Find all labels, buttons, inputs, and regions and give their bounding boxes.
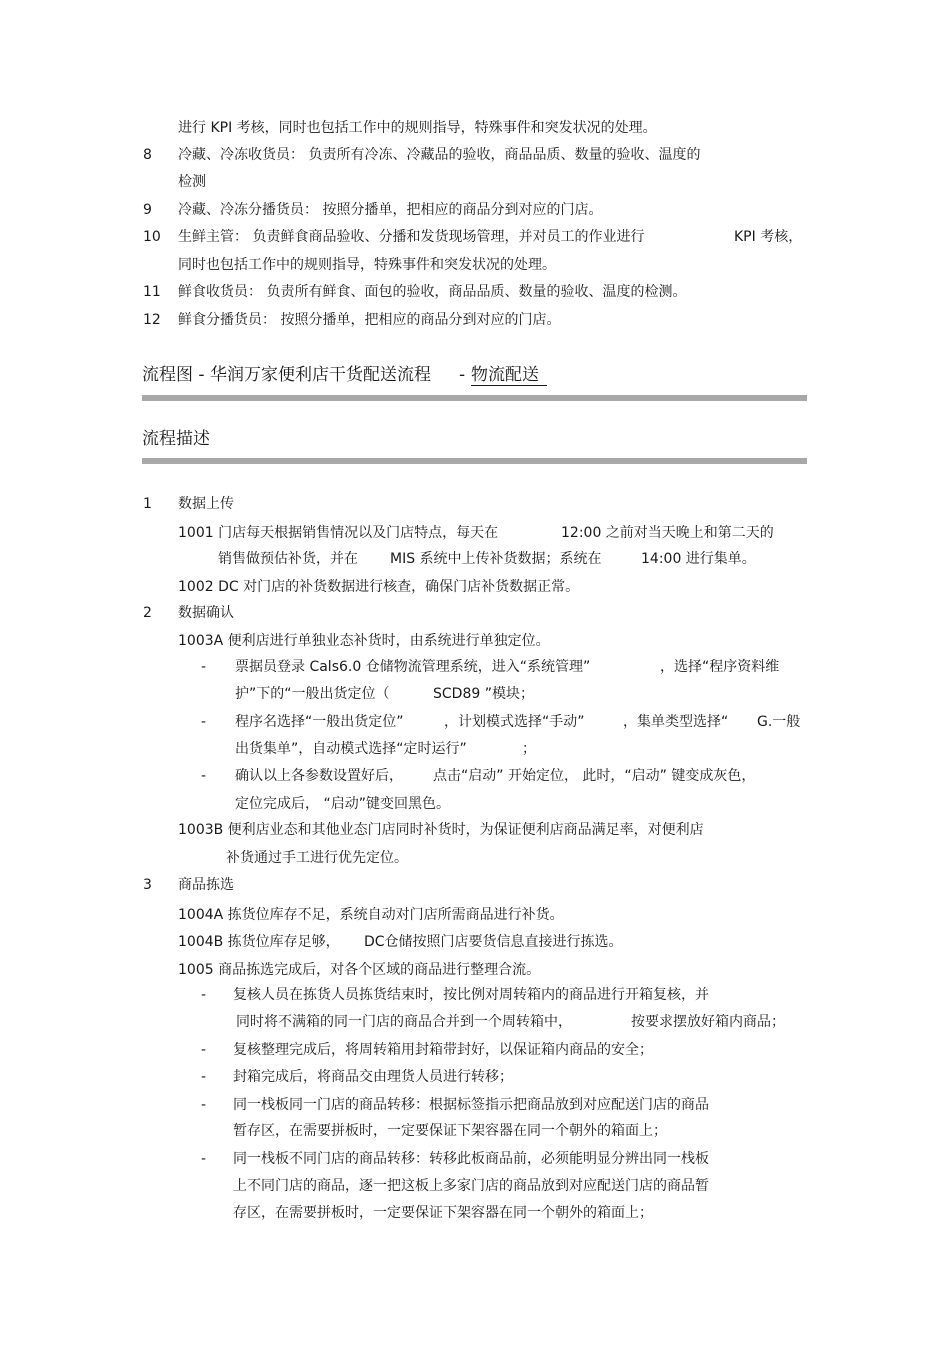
bullet-1003A-3-b: 点击“启动” 开始定位， 此时，“启动” 键变成灰色，: [433, 768, 756, 784]
step-1001: 1001 门店每天根据销售情况以及门店特点，每天在: [178, 525, 499, 541]
step-1001-cont-a: 销售做预估补货，并在: [218, 551, 358, 567]
step-1004A: 1004A 拣货位库存不足，系统自动对门店所需商品进行补货。: [178, 907, 564, 923]
bullet-1003A-2-c: ，集单类型选择“: [623, 714, 729, 730]
role-11-number: 11: [143, 284, 161, 300]
bullet-1003A-1-cont-b: SCD89 ”模块；: [433, 686, 534, 702]
logistics-link-underline: [471, 385, 547, 386]
section-1-title: 数据上传: [178, 496, 234, 512]
bullet-dash: -: [201, 987, 207, 1003]
section-1-number: 1: [143, 496, 152, 512]
step-1003A: 1003A 便利店进行单独业态补货时，由系统进行单独定位。: [178, 633, 550, 649]
step-1003B-cont: 补货通过手工进行优先定位。: [226, 850, 408, 866]
bullet-1005-1-cont-b: 按要求摆放好箱内商品；: [631, 1014, 785, 1030]
bullet-dash: -: [201, 1151, 207, 1167]
step-1001-time: 12:00 之前对当天晚上和第二天的: [561, 525, 774, 541]
role-10-text-cont: 同时也包括工作中的规则指导，特殊事件和突发状况的处理。: [178, 257, 556, 273]
role-11-text: 鲜食收货员： 负责所有鲜食、面包的验收，商品品质、数量的验收、温度的检测。: [178, 284, 687, 300]
section-2-number: 2: [143, 605, 152, 621]
bullet-1003A-3-cont: 定位完成后， “启动”键变回黑色。: [235, 796, 450, 812]
role-10-text-kpi: KPI 考核，: [734, 229, 803, 245]
bullet-1003A-1-cont: 护”下的“一般出货定位（: [235, 686, 390, 702]
bullet-1003A-3: 确认以上各参数设置好后，: [235, 768, 403, 784]
bullet-1003A-1-b: ，选择“程序资料维: [660, 659, 780, 675]
bullet-dash: -: [201, 714, 207, 730]
section-3-number: 3: [143, 877, 152, 893]
bullet-1005-5-cont-2: 存区，在需要拼板时，一定要保证下架容器在同一个朝外的箱面上；: [233, 1205, 653, 1221]
flowchart-heading: 流程图 - 华润万家便利店干货配送流程: [142, 365, 431, 385]
bullet-1005-1: 复核人员在拣货人员拣货结束时，按比例对周转箱内的商品进行开箱复核，并: [233, 987, 709, 1003]
bullet-1005-4-cont: 暂存区，在需要拼板时，一定要保证下架容器在同一个朝外的箱面上；: [233, 1123, 667, 1139]
role-7-continuation: 进行 KPI 考核，同时也包括工作中的规则指导，特殊事件和突发状况的处理。: [178, 120, 657, 136]
process-description-heading: 流程描述: [142, 429, 210, 449]
bullet-1005-1-cont: 同时将不满箱的同一门店的商品合并到一个周转箱中，: [236, 1014, 572, 1030]
bullet-1005-3: 封箱完成后，将商品交由理货人员进行转移；: [233, 1069, 513, 1085]
step-1004B-b: DC仓储按照门店要货信息直接进行拣选。: [364, 934, 623, 950]
bullet-1003A-2-cont: 出货集单”，自动模式选择“定时运行”: [235, 741, 467, 757]
bullet-dash: -: [201, 1097, 207, 1113]
role-8-text-cont: 检测: [178, 174, 206, 190]
section-divider: [142, 458, 807, 464]
bullet-1003A-2-b: ，计划模式选择“手动”: [444, 714, 585, 730]
bullet-1003A-1: 票据员登录 Cals6.0 仓储物流管理系统，进入“系统管理”: [235, 659, 591, 675]
step-1001-cont-b: MIS 系统中上传补货数据；系统在: [390, 551, 602, 567]
bullet-1005-2: 复核整理完成后，将周转箱用封箱带封好，以保证箱内商品的安全；: [233, 1042, 653, 1058]
logistics-link[interactable]: 物流配送: [471, 365, 539, 385]
role-12-number: 12: [143, 312, 161, 328]
step-1005: 1005 商品拣选完成后，对各个区域的商品进行整理合流。: [178, 962, 541, 978]
bullet-1005-4: 同一栈板同一门店的商品转移：根据标签指示把商品放到对应配送门店的商品: [233, 1097, 709, 1113]
role-8-text: 冷藏、冷冻收货员： 负责所有冷冻、冷藏品的验收，商品品质、数量的验收、温度的: [178, 147, 701, 163]
bullet-dash: -: [201, 1042, 207, 1058]
role-10-number: 10: [143, 229, 161, 245]
section-3-title: 商品拣选: [178, 877, 234, 893]
bullet-1005-5-cont: 上不同门店的商品，逐一把这板上多家门店的商品放到对应配送门店的商品暂: [233, 1178, 709, 1194]
bullet-dash: -: [201, 1069, 207, 1085]
bullet-1005-5: 同一栈板不同门店的商品转移：转移此板商品前，必须能明显分辨出同一栈板: [233, 1151, 709, 1167]
step-1001-cont-c: 14:00 进行集单。: [641, 551, 756, 567]
section-divider: [142, 395, 807, 401]
section-2-title: 数据确认: [178, 605, 234, 621]
bullet-dash: -: [201, 768, 207, 784]
role-9-text: 冷藏、冷冻分播货员： 按照分播单，把相应的商品分到对应的门店。: [178, 202, 603, 218]
bullet-1003A-2-d: G.一般: [757, 714, 801, 730]
step-1004B: 1004B 拣货位库存足够，: [178, 934, 340, 950]
role-10-text: 生鲜主管： 负责鲜食商品验收、分播和发货现场管理，并对员工的作业进行: [178, 229, 645, 245]
step-1002: 1002 DC 对门店的补货数据进行核查，确保门店补货数据正常。: [178, 579, 580, 595]
role-12-text: 鲜食分播货员： 按照分播单，把相应的商品分到对应的门店。: [178, 312, 561, 328]
step-1003B: 1003B 便利店业态和其他业态门店同时补货时，为保证便利店商品满足率，对便利店: [178, 822, 704, 838]
bullet-dash: -: [201, 659, 207, 675]
role-9-number: 9: [143, 202, 152, 218]
bullet-1003A-2-cont-b: ；: [522, 741, 536, 757]
role-8-number: 8: [143, 147, 152, 163]
flowchart-heading-separator: -: [459, 365, 466, 385]
bullet-1003A-2: 程序名选择“一般出货定位”: [235, 714, 404, 730]
